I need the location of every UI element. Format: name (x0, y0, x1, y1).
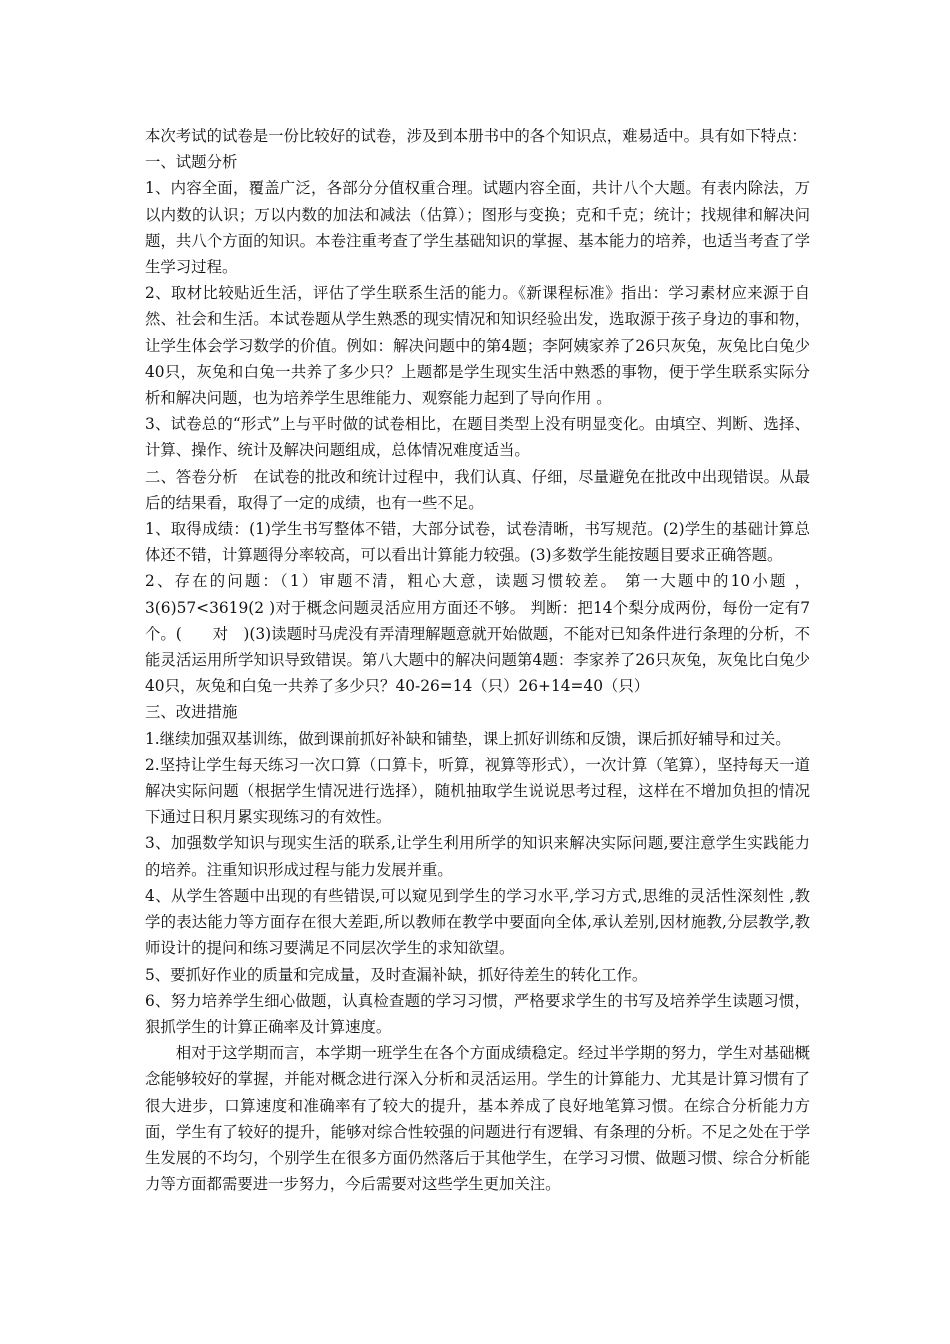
measure-point-2: 2.坚持让学生每天练习一次口算（口算卡，听算，视算等形式），一次计算（笔算），坚持每天一道解决实际问题（根据学生情况进行选择），随机抽取学生说说思考过程，这样在不增加负担的情况下通过日积月累实现练习的有效性。 (145, 755, 810, 827)
analysis-point-1: 1、内容全面，覆盖广泛，各部分分值权重合理。试题内容全面，共计八个大题。有表内除法，万以内数的认识；万以内数的加法和减法（估算）；图形与变换；克和千克；统计；找规律和解决问题，共八个方面的知识。本卷注重考查了学生基础知识的掌握、基本能力的培养，也适当考查了学生学习过程。 (145, 179, 810, 277)
section-heading-measures: 三、改进措施 (145, 703, 238, 722)
intro-paragraph: 本次考试的试卷是一份比较好的试卷，涉及到本册书中的各个知识点，难易适中。具有如下特点： (145, 127, 807, 145)
section-heading-answers: 二、答卷分析 在试卷的批改和统计过程中，我们认真、仔细，尽量避免在批改中出现错误。从最后的结果看，取得了一定的成绩，也有一些不足。 (145, 467, 810, 512)
measure-point-3: 3、加强数学知识与现实生活的联系,让学生利用所学的知识来解决实际问题,要注意学生实践能力的培养。注重知识形成过程与能力发展并重。 (145, 834, 810, 879)
answers-point-1: 1、取得成绩：(1)学生书写整体不错，大部分试卷，试卷清晰，书写规范。(2)学生的基础计算总体还不错，计算题得分率较高，可以看出计算能力较强。(3)多数学生能按题目要求正确答题。 (145, 520, 810, 565)
summary-paragraph: 相对于这学期而言，本学期一班学生在各个方面成绩稳定。经过半学期的努力，学生对基础概念能够较好的掌握，并能对概念进行深入分析和灵活运用。学生的计算能力、尤其是计算习惯有了很大进步，口算速度和准确率有了较大的提升，基本养成了良好地笔算习惯。在综合分析能力方面，学生有了较好的提升，能够对综合性较强的问题进行有逻辑、有条理的分析。不足之处在于学生发展的不均匀，个别学生在很多方面仍然落后于其他学生，在学习习惯、做题习惯、综合分析能力等方面都需要进一步努力，今后需要对这些学生更加关注。 (145, 1044, 810, 1194)
document-body (145, 123, 810, 1197)
measure-point-1: 1.继续加强双基训练，做到课前抓好补缺和铺垫，课上抓好训练和反馈，课后抓好辅导和过关。 (145, 729, 791, 748)
analysis-point-3: 3、试卷总的“形式”上与平时做的试卷相比，在题目类型上没有明显变化。由填空、判断、选择、计算、操作、统计及解决问题组成，总体情况难度适当。 (145, 415, 810, 460)
analysis-point-2: 2、取材比较贴近生活，评估了学生联系生活的能力。《新课程标准》指出：学习素材应来源于自然、社会和生活。本试卷题从学生熟悉的现实情况和知识经验出发，选取源于孩子身边的事和物，让学生体会学习数学的价值。例如：解决问题中的第4题；李阿姨家养了26只灰兔，灰兔比白兔少40只，灰兔和白兔一共养了多少只？上题都是学生现实生活中熟悉的事物，便于学生联系实际分析和解决问题，也为培养学生思维能力、观察能力起到了导向作用 。 (145, 284, 810, 408)
answers-point-2: 2、存在的问题：（1）审题不清，粗心大意，读题习惯较差。 第一大题中的10小题 ，3(6)57<3619(2 )对于概念问题灵活应用方面还不够。 判断：把14个梨分成两份，每份一定有7个。( 对 )(3)读题时马虎没有弄清理解题意就开始做题，不能对已知条件进行条理的分析，不能灵活运用所学知识导致错误。第八大题中的解决问题第4题：李家养了26只灰兔，灰兔比白兔少40只，灰兔和白兔一共养了多少只？40-26=14（只）26+14=40（只） (145, 572, 810, 696)
measure-point-6: 6、努力培养学生细心做题，认真检查题的学习习惯，严格要求学生的书写及培养学生读题习惯，狠抓学生的计算正确率及计算速度。 (145, 991, 810, 1036)
section-heading-analysis: 一、试题分析 (145, 153, 238, 172)
measure-point-4: 4、从学生答题中出现的有些错误,可以窥见到学生的学习水平,学习方式,思维的灵活性深刻性 ,教学的表达能力等方面存在很大差距,所以教师在教学中要面向全体,承认差别,因材施教,分层教学,教师设计的提问和练习要满足不同层次学生的求知欲望。 (145, 886, 810, 958)
measure-point-5: 5、要抓好作业的质量和完成量，及时查漏补缺，抓好待差生的转化工作。 (145, 965, 648, 984)
